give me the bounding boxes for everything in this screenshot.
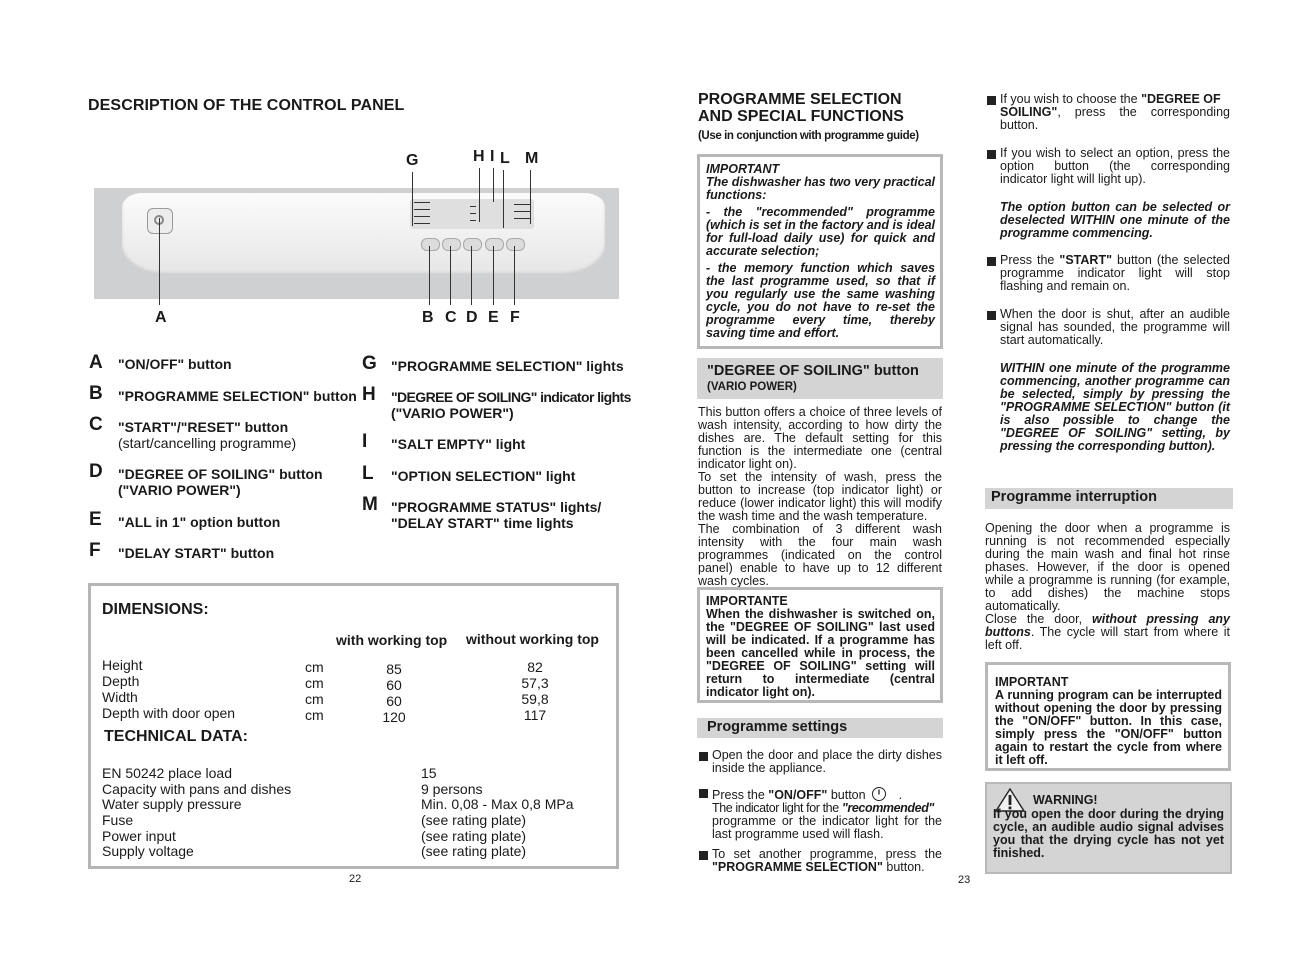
bullet-icon bbox=[699, 752, 708, 761]
label-g: G bbox=[406, 152, 419, 169]
legend-text-l: "OPTION SELECTION" light bbox=[391, 468, 576, 484]
tech-value: (see rating plate) bbox=[421, 843, 527, 859]
panel-button-f bbox=[506, 238, 525, 251]
important-box-1 bbox=[697, 154, 943, 349]
legend-text-d: "DEGREE OF SOILING" button bbox=[118, 466, 323, 482]
label-l: L bbox=[500, 150, 510, 167]
c2s3-pre: Press the bbox=[1000, 253, 1060, 267]
important-2-text: A running program can be interrupted without opening the door by pressing the "ON/OFF" button. In this case, simply press the "ON/OFF" button again to restart the cycle from where it left off. bbox=[995, 688, 1222, 767]
label-m: M bbox=[525, 150, 539, 167]
importante-box bbox=[697, 587, 943, 703]
step2-l2-pre: The indicator light for the bbox=[712, 801, 842, 815]
page-number-right: 23 bbox=[958, 874, 971, 886]
legend-letter-h: H bbox=[362, 384, 376, 405]
legend-text-i: "SALT EMPTY" light bbox=[391, 436, 526, 452]
c2s1-post: , press the corresponding bbox=[1057, 105, 1230, 119]
tech-label: Fuse bbox=[102, 812, 134, 828]
dim-unit: cm bbox=[305, 675, 324, 691]
legend-text-a: "ON/OFF" button bbox=[118, 356, 232, 372]
light-g4 bbox=[414, 223, 430, 224]
legend-sub-h: ("VARIO POWER") bbox=[391, 405, 514, 421]
leader-m bbox=[530, 170, 531, 224]
legend-letter-b: B bbox=[89, 383, 103, 404]
importante-head: IMPORTANTE bbox=[706, 594, 788, 608]
important-box-2 bbox=[985, 662, 1231, 771]
settings-heading: Programme settings bbox=[697, 718, 943, 738]
panel-button-e bbox=[485, 238, 504, 251]
step2-rest: programme or the indicator light for the last programme used will flash. bbox=[712, 814, 942, 841]
step2-dot: . bbox=[898, 788, 903, 802]
dim-with: 60 bbox=[386, 677, 402, 693]
col-without-working-top: without working top bbox=[466, 631, 599, 647]
step2-pre: Press the bbox=[712, 788, 769, 802]
interruption-p2-pre: Close the door, bbox=[985, 612, 1093, 626]
dimensions-title: DIMENSIONS: bbox=[102, 601, 209, 618]
settings-step-2 bbox=[712, 786, 944, 841]
leader-f bbox=[514, 246, 515, 305]
light-g2 bbox=[414, 209, 430, 210]
settings-step-1: Open the door and place the dirty dishes inside the appliance. bbox=[712, 748, 942, 775]
label-e: E bbox=[488, 309, 499, 326]
leader-l bbox=[503, 170, 504, 228]
light-m1 bbox=[514, 204, 530, 205]
legend-text-c: "START"/"RESET" button bbox=[118, 419, 289, 435]
tech-label: EN 50242 place load bbox=[102, 765, 232, 781]
tech-value: (see rating plate) bbox=[421, 812, 527, 828]
light-m3 bbox=[514, 218, 530, 219]
light-h2 bbox=[470, 213, 476, 214]
power-button-icon bbox=[147, 208, 173, 234]
leader-i bbox=[493, 168, 494, 202]
light-h1 bbox=[470, 206, 476, 207]
soiling-heading bbox=[697, 358, 943, 399]
dim-label: Depth bbox=[102, 673, 140, 689]
legend-sub-d: ("VARIO POWER") bbox=[118, 482, 241, 498]
panel-button-b bbox=[421, 238, 440, 251]
label-b: B bbox=[422, 309, 434, 326]
legend-letter-l: L bbox=[362, 463, 374, 484]
legend-letter-d: D bbox=[89, 461, 103, 482]
step2-l2-bi: "recommended" bbox=[841, 801, 934, 815]
legend-text-m: "PROGRAMME STATUS" lights/ bbox=[391, 499, 602, 515]
dim-with: 120 bbox=[382, 709, 406, 725]
tech-label: Capacity with pans and dishes bbox=[102, 781, 292, 797]
settings-step-3 bbox=[712, 848, 942, 874]
warning-text: If you open the door during the drying cycle, an audible audio signal advises you that the drying cycle has not yet finished. bbox=[993, 807, 1224, 860]
legend-sub-c: (start/cancelling programme) bbox=[118, 435, 297, 451]
interruption-heading: Programme interruption bbox=[985, 488, 1233, 509]
dimensions-box bbox=[88, 583, 619, 869]
step2-post: button bbox=[827, 788, 866, 802]
step3-pre: To set another programme, press the bbox=[712, 847, 942, 861]
legend-letter-m: M bbox=[362, 494, 378, 515]
light-g1 bbox=[414, 202, 430, 203]
col2-step-1 bbox=[1000, 93, 1230, 132]
legend-text-f: "DELAY START" button bbox=[118, 545, 275, 561]
legend-text-b: "PROGRAMME SELECTION" button bbox=[118, 388, 357, 404]
important-2-head: IMPORTANT bbox=[995, 675, 1069, 689]
soiling-p1: This button offers a choice of three levels of wash intensity, according to how dirty the dishes are. The default setting for this function is the intermediate one (central indicator light on). bbox=[698, 405, 942, 471]
legend-letter-a: A bbox=[89, 352, 103, 373]
panel-button-d bbox=[463, 238, 482, 251]
soiling-p3: The combination of 3 different wash intensity with the four main wash programmes (indicated on the control panel) enable to have up to 12 different wash cycles. bbox=[698, 522, 942, 588]
leader-e bbox=[493, 246, 494, 305]
soiling-text bbox=[698, 406, 942, 588]
c2s1-pre: If you wish to choose the bbox=[1000, 92, 1142, 106]
label-d: D bbox=[466, 309, 478, 326]
bullet-icon bbox=[987, 96, 996, 105]
tech-value: (see rating plate) bbox=[421, 828, 527, 844]
tech-value: 15 bbox=[421, 765, 437, 781]
important-1-p2: - the memory function which saves the last programme used, so that if you regularly use the same washing cycle, you do not have to re-set the programme every time, thereby saving time and effort. bbox=[706, 261, 935, 340]
interruption-text bbox=[985, 522, 1230, 652]
col2-step-2: If you wish to select an option, press the option button (the corresponding indicator light will light up). bbox=[1000, 146, 1230, 186]
dim-unit: cm bbox=[305, 707, 324, 723]
dim-unit: cm bbox=[305, 691, 324, 707]
bullet-icon bbox=[987, 150, 996, 159]
tech-label: Power input bbox=[102, 828, 176, 844]
tech-value: Min. 0,08 - Max 0,8 MPa bbox=[421, 796, 574, 812]
light-h3 bbox=[470, 220, 476, 221]
c2s1-end: button. bbox=[1000, 118, 1039, 132]
step3-post: button. bbox=[882, 860, 925, 874]
soiling-p2: To set the intensity of wash, press the button to increase (top indicator light) or reduce (lower indicator light) this will modify the wash time and the wash temperature. bbox=[698, 470, 942, 523]
leader-c bbox=[450, 246, 451, 305]
technical-data-title: TECHNICAL DATA: bbox=[104, 728, 248, 745]
c2s1-bold1: "DEGREE OF bbox=[1141, 92, 1221, 106]
light-g3 bbox=[414, 216, 430, 217]
section-title bbox=[698, 91, 904, 125]
dim-without: 59,8 bbox=[521, 691, 549, 707]
step2-bold: "ON/OFF" bbox=[768, 788, 828, 802]
legend-text-h: "DEGREE OF SOILING" indicator lights bbox=[391, 389, 631, 405]
soiling-heading-title: "DEGREE OF SOILING" button bbox=[707, 363, 919, 379]
c2s3-bold: "START" bbox=[1059, 253, 1113, 267]
tech-label: Supply voltage bbox=[102, 843, 194, 859]
col2-step-4: When the door is shut, after an audible signal has sounded, the programme will start automatically. bbox=[1000, 307, 1230, 347]
dim-without: 57,3 bbox=[521, 675, 549, 691]
legend-letter-g: G bbox=[362, 353, 377, 374]
legend-text-g: "PROGRAMME SELECTION" lights bbox=[391, 358, 624, 374]
legend-letter-i: I bbox=[362, 431, 368, 452]
light-m2 bbox=[514, 211, 530, 212]
legend-sub-m: "DELAY START" time lights bbox=[391, 515, 574, 531]
col2-step-3 bbox=[1000, 254, 1230, 293]
label-h: H bbox=[473, 148, 485, 165]
page-number-left: 22 bbox=[349, 873, 362, 885]
important-1-head: IMPORTANT bbox=[706, 162, 780, 176]
leader-h bbox=[479, 168, 480, 222]
bullet-icon bbox=[699, 851, 708, 860]
warning-head: WARNING! bbox=[1033, 793, 1098, 807]
power-icon bbox=[871, 786, 889, 802]
interruption-p2-post: . The cycle will start from where it left off. bbox=[985, 625, 1230, 652]
col-with-working-top: with working top bbox=[336, 632, 448, 648]
important-1-p1: - the "recommended" programme (which is set in the factory and is ideal for full-load daily use) for quick and accurate selection; bbox=[706, 205, 935, 258]
dim-label: Depth with door open bbox=[102, 705, 236, 721]
bullet-icon bbox=[987, 311, 996, 320]
dim-without: 117 bbox=[523, 707, 547, 723]
panel-button-c bbox=[442, 238, 461, 251]
dim-with: 85 bbox=[386, 661, 402, 677]
label-i: I bbox=[490, 148, 495, 165]
tech-value: 9 persons bbox=[421, 781, 483, 797]
c2s1-bold2: SOILING" bbox=[1000, 105, 1058, 119]
leader-g bbox=[412, 172, 413, 226]
dim-unit: cm bbox=[305, 659, 324, 675]
legend-letter-f: F bbox=[89, 540, 101, 561]
label-f: F bbox=[510, 309, 520, 326]
legend-text-e: "ALL in 1" option button bbox=[118, 514, 281, 530]
important-1-intro: The dishwasher has two very practical functions: bbox=[706, 175, 935, 202]
col2-within: WITHIN one minute of the programme commencing, another programme can be selected, simply by pressing the "PROGRAMME SELECTION" button (it is also possible to change the "DEGREE OF SOILING" setting, by pressing the corresponding button). bbox=[1000, 361, 1230, 453]
section-subtitle: (Use in conjunction with programme guide) bbox=[698, 130, 919, 142]
label-a: A bbox=[155, 309, 167, 326]
importante-text: When the dishwasher is switched on, the "DEGREE OF SOILING" last used will be indicated. If a programme has been cancelled while in process, the "DEGREE OF SOILING" setting will return to intermediate (central indicator light on). bbox=[706, 607, 935, 699]
leader-b bbox=[429, 246, 430, 305]
section-title-line1: PROGRAMME SELECTION bbox=[698, 91, 902, 108]
label-c: C bbox=[445, 309, 457, 326]
page-title-control-panel: DESCRIPTION OF THE CONTROL PANEL bbox=[88, 97, 405, 114]
warning-box bbox=[985, 782, 1232, 874]
step3-bold: "PROGRAMME SELECTION" bbox=[712, 860, 883, 874]
tech-label: Water supply pressure bbox=[102, 796, 242, 812]
interruption-p2-bi: without pressing any buttons bbox=[985, 612, 1230, 639]
soiling-heading-sub: (VARIO POWER) bbox=[707, 381, 797, 393]
legend-letter-c: C bbox=[89, 414, 103, 435]
col2-note: The option button can be selected or deselected WITHIN one minute of the programme commencing. bbox=[1000, 200, 1230, 240]
leader-a bbox=[159, 218, 160, 305]
dim-label: Height bbox=[102, 657, 143, 673]
section-title-line2: AND SPECIAL FUNCTIONS bbox=[698, 108, 904, 125]
bullet-icon bbox=[699, 789, 708, 798]
dim-with: 60 bbox=[386, 693, 402, 709]
c2s3-post: button (the selected programme indicator light will stop flashing and remain on. bbox=[1000, 253, 1230, 293]
dim-without: 82 bbox=[527, 659, 543, 675]
legend-letter-e: E bbox=[89, 509, 102, 530]
dim-label: Width bbox=[102, 689, 138, 705]
bullet-icon bbox=[987, 257, 996, 266]
leader-d bbox=[471, 246, 472, 305]
interruption-p1: Opening the door when a programme is running is not recommended especially during the main wash and final hot rinse phases. However, if the door is opened while a programme is running (for example, to add dishes) the machine stops automatically. bbox=[985, 521, 1230, 613]
